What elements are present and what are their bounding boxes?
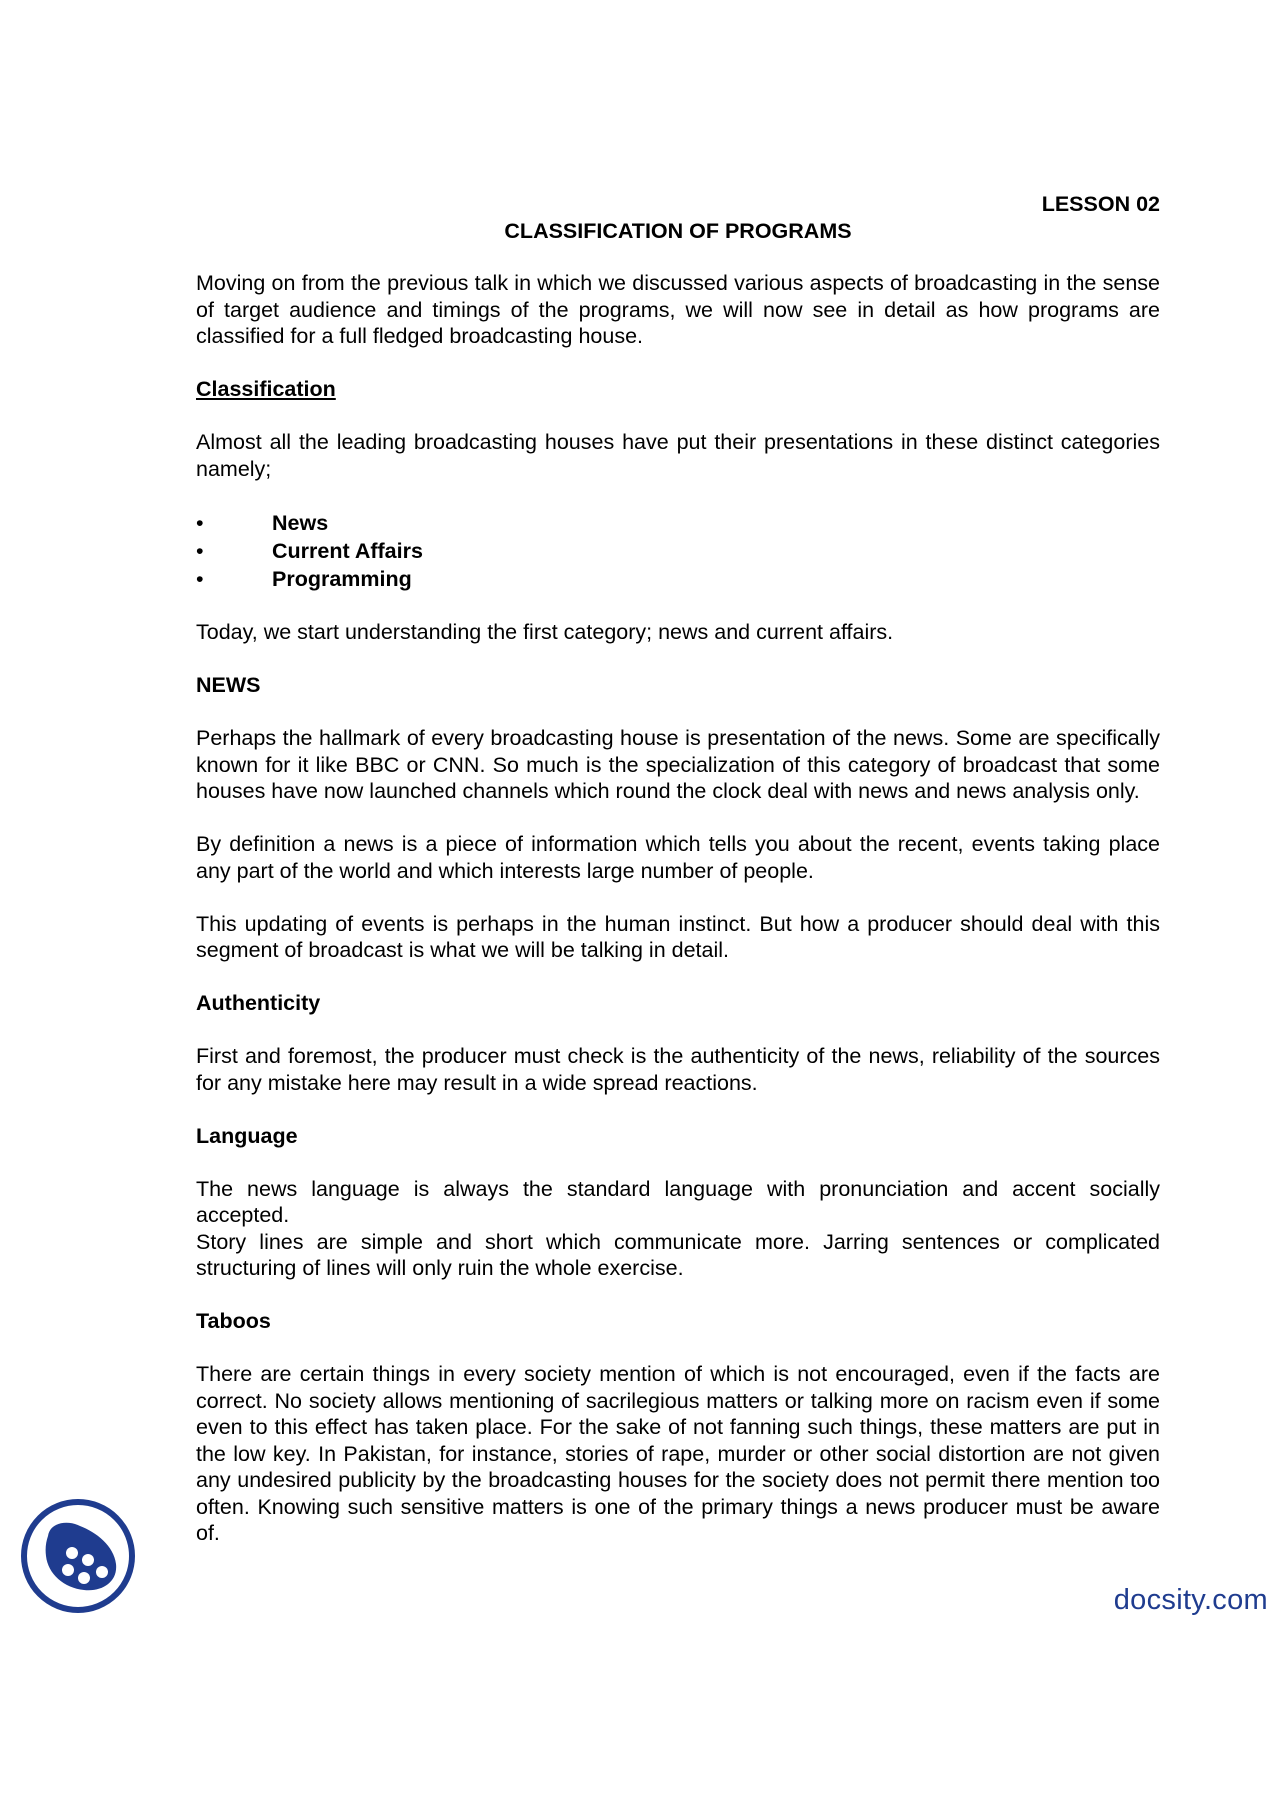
bullet-icon: • [196, 510, 204, 535]
list-item-label: News [272, 510, 329, 535]
language-paragraph-2: Story lines are simple and short which communicate more. Jarring sentences or complicated structuring of lines will only ruin the whole exercise. [196, 1229, 1160, 1280]
docsity-logo-icon[interactable] [20, 1498, 136, 1614]
list-item [196, 509, 1160, 537]
list-item [196, 565, 1160, 593]
authenticity-heading: Authenticity [196, 991, 321, 1015]
document-body [196, 191, 1160, 1573]
list-item-label: Programming [272, 566, 412, 591]
language-heading: Language [196, 1123, 298, 1148]
news-heading: NEWS [196, 673, 261, 697]
news-paragraph-1: Perhaps the hallmark of every broadcasting house is presentation of the news. Some are specifically known for it like BBC or CNN. So much is the specialization of this category of broadcast that some houses have now launched channels which round the clock deal with news and news analysis only. [196, 726, 1160, 803]
news-paragraph-3: This updating of events is perhaps in the human instinct. But how a producer should deal with this segment of broadcast is what we will be talking in detail. [196, 911, 1160, 962]
taboos-paragraph: There are certain things in every society mention of which is not encouraged, even if the facts are correct. No society allows mentioning of sacrilegious matters or talking more on racism even if some even to this effect has taken place. For the sake of not fanning such things, these matters are put in the low key. In Pakistan, for instance, stories of rape, murder or other social distortion are not given any undesired publicity by the broadcasting houses for the society does not permit there mention too often. Knowing such sensitive matters is one of the primary things a news producer must be aware of. [196, 1362, 1160, 1545]
taboos-heading: Taboos [196, 1309, 271, 1333]
classification-paragraph: Almost all the leading broadcasting houses have put their presentations in these distinct categories namely; [196, 430, 1160, 481]
today-paragraph: Today, we start understanding the first category; news and current affairs. [196, 620, 894, 644]
bullet-icon: • [196, 566, 204, 591]
lesson-label: LESSON 02 [1041, 192, 1160, 216]
bullet-icon: • [196, 538, 204, 563]
docsity-site-link[interactable]: docsity.com [1113, 1584, 1268, 1616]
intro-paragraph: Moving on from the previous talk in which we discussed various aspects of broadcasting in the sense of target audience and timings of the programs, we will now see in detail as how programs are classified for a full fledged broadcasting house. [196, 271, 1160, 348]
news-paragraph-2: By definition a news is a piece of information which tells you about the recent, events taking place any part of the world and which interests large number of people. [196, 832, 1160, 883]
list-item [196, 537, 1160, 565]
document-title: CLASSIFICATION OF PROGRAMS [504, 218, 852, 243]
category-list [196, 509, 1160, 593]
classification-heading: Classification [196, 377, 336, 401]
list-item-label: Current Affairs [272, 538, 423, 563]
language-paragraph-1: The news language is always the standard language with pronunciation and accent socially accepted. [196, 1176, 1160, 1227]
authenticity-paragraph: First and foremost, the producer must check is the authenticity of the news, reliability of the sources for any mistake here may result in a wide spread reactions. [196, 1044, 1160, 1095]
